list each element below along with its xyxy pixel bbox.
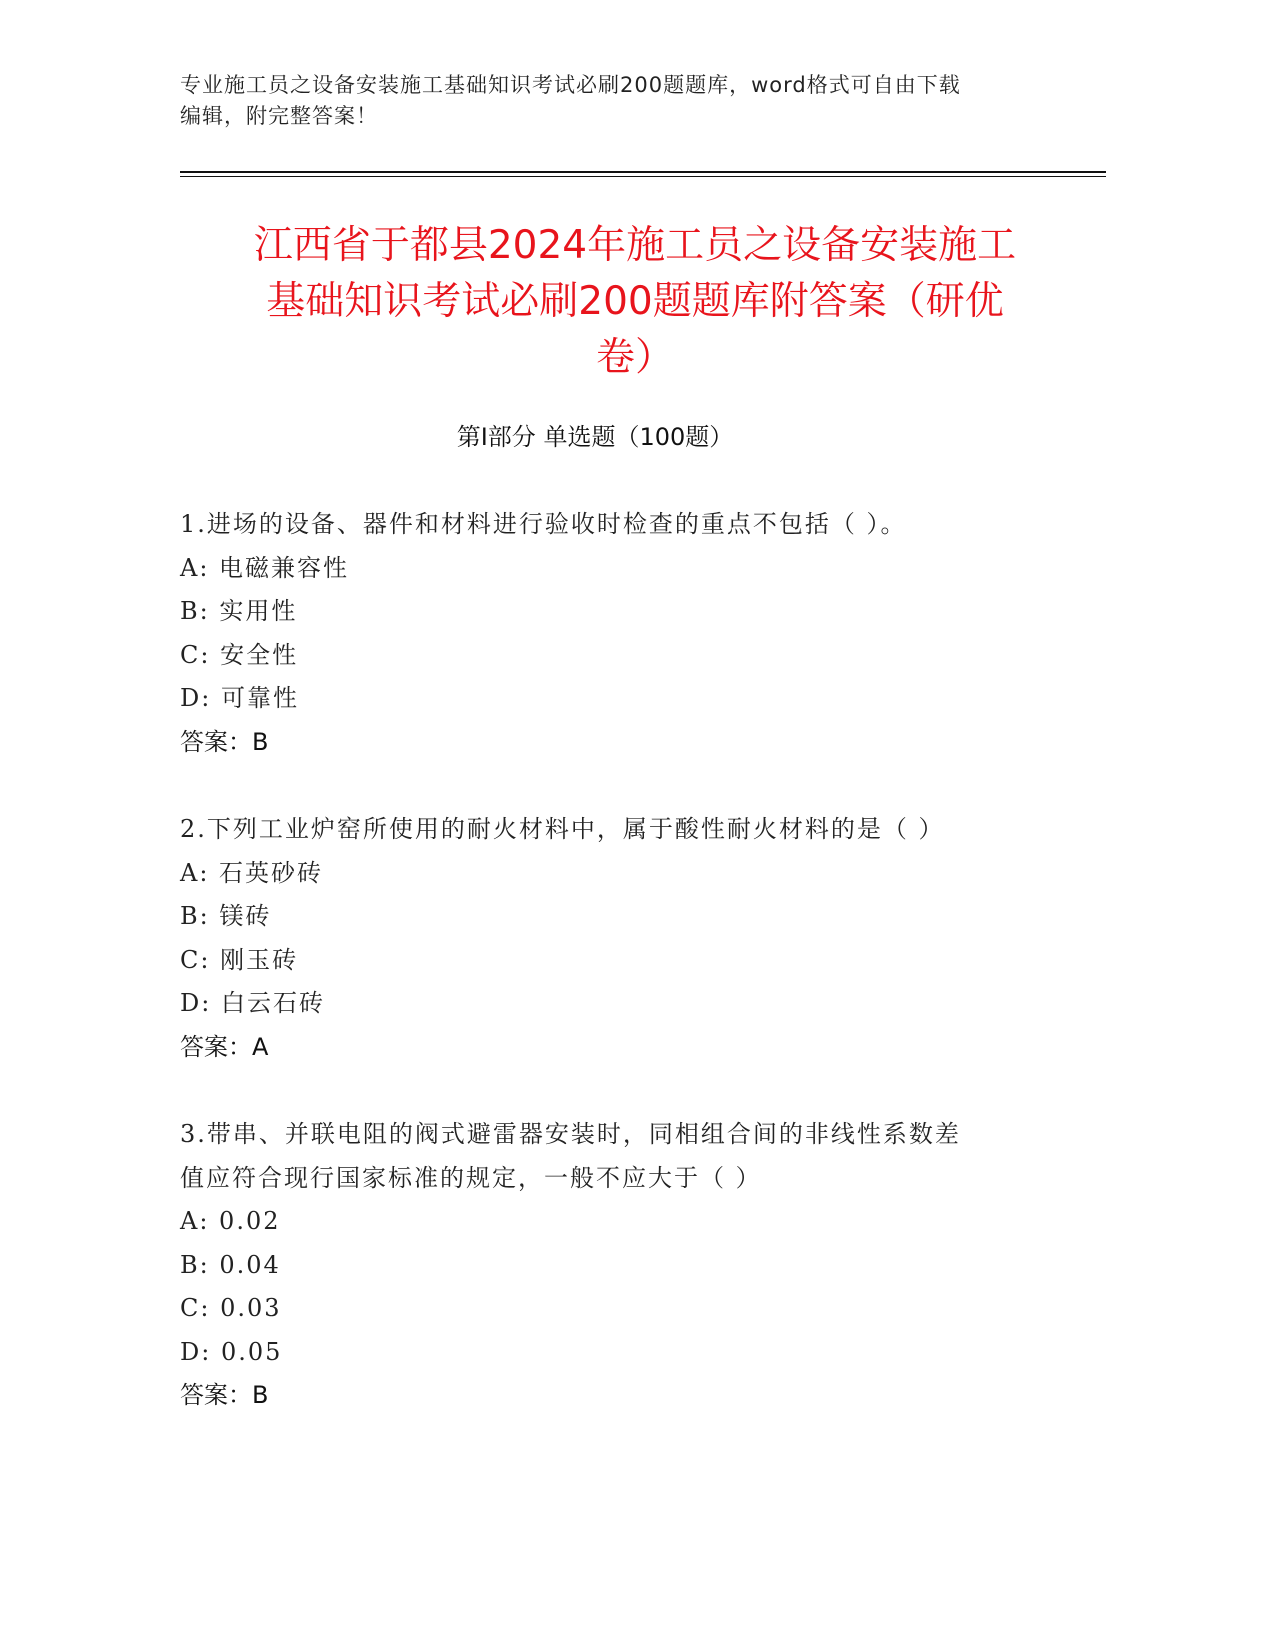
question-stem-line-2: 值应符合现行国家标准的规定，一般不应大于（ ）	[180, 1163, 762, 1192]
option-d: D: 可靠性	[180, 684, 299, 712]
question-1	[180, 503, 1040, 764]
section-heading: 第I部分 单选题（100题）	[456, 423, 734, 451]
header-line-2: 编辑，附完整答案！	[180, 104, 378, 128]
answer: 答案：B	[180, 1381, 269, 1409]
option-b: B: 实用性	[180, 597, 298, 625]
option-b: B: 0.04	[180, 1250, 281, 1279]
page-header	[180, 70, 1050, 132]
question-3	[180, 1113, 1040, 1418]
header-divider-thin	[180, 176, 1106, 177]
document-title	[170, 218, 1100, 386]
answer: 答案：B	[180, 727, 269, 756]
option-a: A: 电磁兼容性	[180, 553, 350, 582]
header-line-1: 专业施工员之设备安装施工基础知识考试必刷200题题库，word格式可自由下载	[180, 73, 961, 97]
option-c: C: 安全性	[180, 640, 299, 669]
question-stem-line-1: 3.带串、并联电阻的阀式避雷器安装时，同相组合间的非线性系数差	[180, 1120, 961, 1148]
title-line-1: 江西省于都县2024年施工员之设备安装施工	[253, 223, 1017, 268]
option-d: D: 0.05	[180, 1337, 283, 1366]
option-c: C: 刚玉砖	[180, 945, 299, 974]
question-stem: 2.下列工业炉窑所使用的耐火材料中，属于酸性耐火材料的是（ ）	[180, 815, 945, 843]
title-line-2: 基础知识考试必刷200题题库附答案（研优	[266, 279, 1004, 324]
option-a: A: 石英砂砖	[180, 858, 324, 887]
option-a: A: 0.02	[180, 1207, 281, 1235]
question-stem: 1.进场的设备、器件和材料进行验收时检查的重点不包括（ ）。	[180, 510, 907, 538]
option-d: D: 白云石砖	[180, 989, 325, 1017]
header-divider-thick	[180, 171, 1106, 173]
option-b: B: 镁砖	[180, 902, 272, 930]
option-c: C: 0.03	[180, 1294, 282, 1322]
answer: 答案：A	[180, 1032, 269, 1061]
question-2	[180, 808, 1040, 1069]
title-line-3: 卷）	[595, 335, 674, 380]
